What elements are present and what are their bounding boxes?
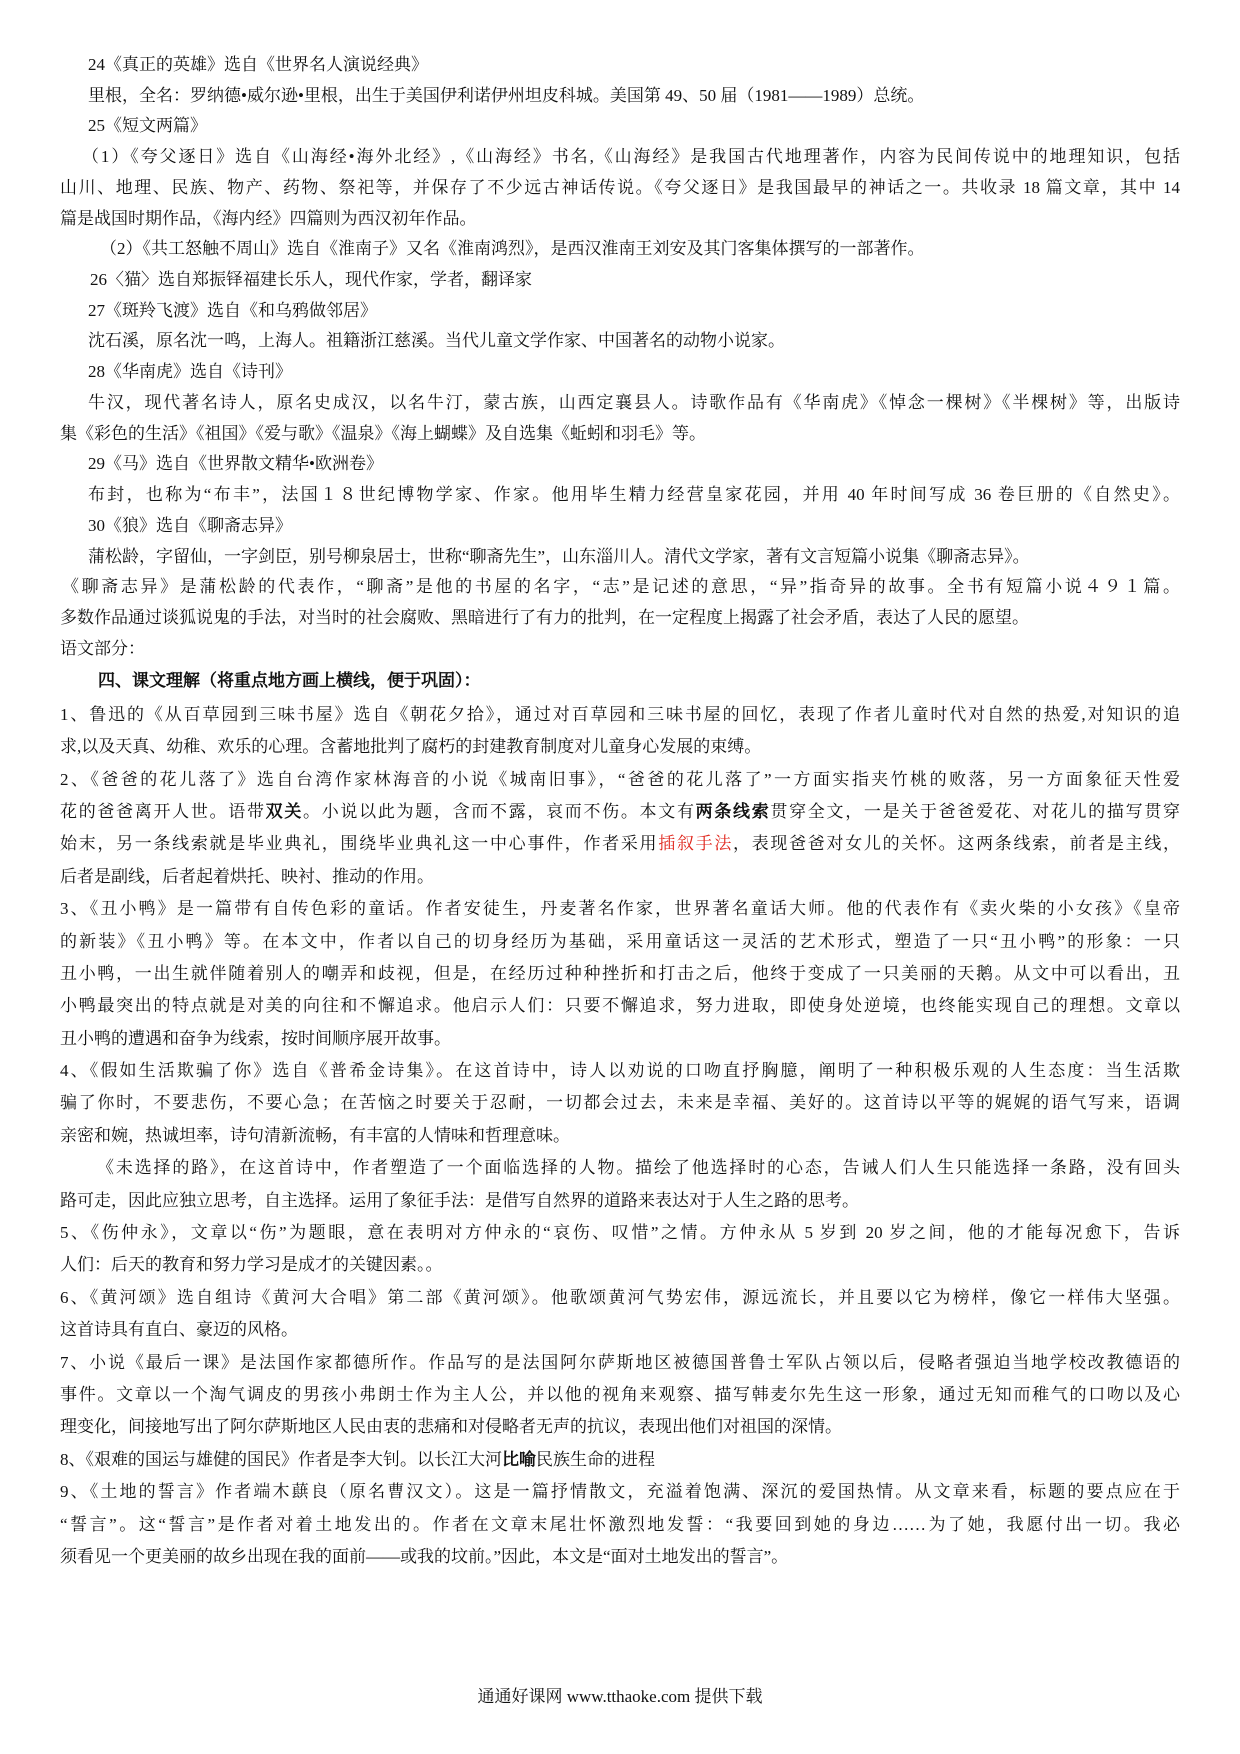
text-line: 《未选择的路》，在这首诗中，作者塑造了一个面临选择的人物。描绘了他选择时的心态，告诫人们人生只能选择一条路，没有回头: [97, 1158, 1180, 1178]
text-line: 9、《土地的誓言》作者端木蕻良（原名曹汉文）。这是一篇抒情散文，充溢着饱满、深沉的爱国热情。从文章来看，标题的要点应在于: [60, 1482, 1180, 1502]
text-line: 26〈猫〉选自郑振铎福建长乐人，现代作家，学者，翻译家: [90, 270, 532, 290]
text-line: 蒲松龄，字留仙，一字剑臣，别号柳泉居士，世称“聊斋先生”，山东淄川人。清代文学家，著有文言短篇小说集《聊斋志异》。: [88, 546, 1030, 566]
text-line: 多数作品通过谈狐说鬼的手法，对当时的社会腐败、黑暗进行了有力的批判，在一定程度上揭露了社会矛盾，表达了人民的愿望。: [60, 607, 1029, 627]
text-line: 求,以及天真、幼稚、欢乐的心理。含蓄地批判了腐朽的封建教育制度对儿童身心发展的束缚。: [60, 737, 762, 757]
text-line: 牛汉，现代著名诗人，原名史成汉，以名牛汀，蒙古族，山西定襄县人。诗歌作品有《华南虎》《悼念一棵树》《半棵树》等，出版诗: [88, 392, 1180, 412]
text-line: 山川、地理、民族、物产、药物、祭祀等，并保存了不少远古神话传说。《夸父逐日》是我国最早的神话之一。共收录 18 篇文章，其中 14: [60, 177, 1180, 197]
text-line: 30《狼》选自《聊斋志异》: [88, 515, 292, 535]
text-segment: 花的爸爸离开人世。语带: [60, 801, 266, 821]
text-line: 4、《假如生活欺骗了你》选自《普希金诗集》。在这首诗中，诗人以劝说的口吻直抒胸臆，阐明了一种积极乐观的人生态度：当生活欺: [60, 1061, 1180, 1081]
text-line: 28《华南虎》选自《诗刊》: [88, 362, 292, 382]
text-line: 25《短文两篇》: [88, 116, 207, 136]
document-page: [60, 50, 1180, 1573]
text-line: “誓言”。这“誓言”是作者对着土地发出的。作者在文章末尾壮怀激烈地发誓：“我要回到她的身边……为了她，我愿付出一切。我必: [60, 1514, 1180, 1534]
text-line: 布封，也称为“布丰”，法国１８世纪博物学家、作家。他用毕生精力经营皇家花园，并用 40 年时间写成 36 卷巨册的《自然史》。: [88, 485, 1180, 505]
text-line: （1）《夸父逐日》选自《山海经•海外北经》,《山海经》书名,《山海经》是我国古代地理著作，内容为民间传说中的地理知识，包括: [82, 147, 1180, 167]
text-segment: 贯穿全文，一是关于爸爸爱花、对花儿的描写贯穿: [770, 801, 1180, 821]
section-label: 语文部分：: [60, 638, 145, 658]
page-footer: 通通好课网 www.tthaoke.com 提供下载: [477, 1687, 763, 1706]
text-line: 27《斑羚飞渡》选自《和乌鸦做邻居》: [88, 300, 377, 320]
text-line: 事件。文章以一个淘气调皮的男孩小弗朗士作为主人公，并以他的视角来观察、描写韩麦尔先生这一形象，通过无知而稚气的口吻以及心: [60, 1384, 1180, 1404]
text-line: 2、《爸爸的花儿落了》选自台湾作家林海音的小说《城南旧事》，“爸爸的花儿落了”一方面实指夹竹桃的败落，另一方面象征天性爱: [60, 769, 1180, 789]
text-line: （2）《共工怒触不周山》选自《淮南子》又名《淮南鸿烈》，是西汉淮南王刘安及其门客集体撰写的一部著作。: [100, 239, 925, 259]
text-line: [60, 796, 1180, 828]
text-segment: ，表现爸爸对女儿的关怀。这两条线索，前者是主线，: [733, 834, 1180, 854]
text-line: 亲密和婉，热诚坦率，诗句清新流畅，有丰富的人情味和哲理意味。: [60, 1125, 570, 1145]
text-line: 的新装》《丑小鸭》等。在本文中，作者以自己的切身经历为基础，采用童话这一灵活的艺术形式，塑造了一只“丑小鸭”的形象：一只: [60, 931, 1180, 951]
text-line: 须看见一个更美丽的故乡出现在我的面前——或我的坟前。”因此，本文是“面对土地发出的誓言”。: [60, 1546, 789, 1566]
text-line: 5、《伤仲永》，文章以“伤”为题眼，意在表明对方仲永的“哀伤、叹惜”之情。方仲永从 5 岁到 20 岁之间，他的才能每况愈下，告诉: [60, 1223, 1180, 1243]
text-line: 24《真正的英雄》选自《世界名人演说经典》: [88, 55, 428, 74]
text-line: 篇是战国时期作品，《海内经》四篇则为西汉初年作品。: [60, 208, 477, 228]
text-line: 丑小鸭，一出生就伴随着别人的嘲弄和歧视，但是，在经历过种种挫折和打击之后，他终于变成了一只美丽的天鹅。从文中可以看出，丑: [60, 963, 1180, 983]
text-line: 丑小鸭的遭遇和奋争为线索，按时间顺序展开故事。: [60, 1028, 451, 1048]
text-line: 骗了你时，不要悲伤，不要心急；在苦恼之时要关于忍耐，一切都会过去，未来是幸福、美好的。这首诗以平等的娓娓的语气写来，语调: [60, 1093, 1180, 1113]
text-line: 理变化，间接地写出了阿尔萨斯地区人民由衷的悲痛和对侵略者无声的抗议，表现出他们对祖国的深情。: [60, 1417, 842, 1437]
emphasis-red: 插叙手法: [658, 834, 734, 854]
text-line: 1、鲁迅的《从百草园到三味书屋》选自《朝花夕拾》，通过对百草园和三味书屋的回忆，表现了作者儿童时代对自然的热爱,对知识的追: [60, 704, 1180, 724]
emphasis-bold: 两条线索: [695, 801, 771, 821]
text-line: 人们：后天的教育和努力学习是成才的关键因素。。: [60, 1255, 443, 1275]
text-line: 里根，全名：罗纳德•威尔逊•里根，出生于美国伊利诺伊州坦皮科城。美国第 49、50 届（1981——1989）总统。: [88, 85, 925, 105]
section-heading: 四、课文理解（将重点地方画上横线，便于巩固）：: [98, 671, 481, 691]
text-line: [60, 1444, 1180, 1476]
text-line: 小鸭最突出的特点就是对美的向往和不懈追求。他启示人们：只要不懈追求，努力进取，即使身处逆境，也终能实现自己的理想。文章以: [60, 996, 1180, 1016]
text-segment: 始末，另一条线索就是毕业典礼，围绕毕业典礼这一中心事件，作者采用: [60, 834, 659, 854]
text-line: 《聊斋志异》是蒲松龄的代表作，“聊斋”是他的书屋的名字，“志”是记述的意思，“异”指奇异的故事。全书有短篇小说４９１篇。: [62, 577, 1180, 597]
emphasis-bold: 双关: [265, 801, 304, 821]
text-understanding-section: [60, 699, 1180, 1574]
text-line: 后者是副线，后者起着烘托、映衬、推动的作用。: [60, 866, 434, 886]
author-notes-section: [60, 50, 1180, 664]
text-line: 集《彩色的生活》《祖国》《爱与歌》《温泉》《海上蝴蝶》及自选集《蚯蚓和羽毛》等。: [60, 423, 706, 443]
text-line: 6、《黄河颂》选自组诗《黄河大合唱》第二部《黄河颂》。他歌颂黄河气势宏伟，源远流长，并且要以它为榜样，像它一样伟大坚强。: [60, 1287, 1180, 1307]
text-line: 3、《丑小鸭》是一篇带有自传色彩的童话。作者安徒生，丹麦著名作家，世界著名童话大师。他的代表作有《卖火柴的小女孩》《皇帝: [60, 899, 1180, 919]
text-segment: 民族生命的进程: [536, 1449, 655, 1469]
text-line: 这首诗具有直白、豪迈的风格。: [60, 1320, 298, 1340]
text-segment: 。小说以此为题，含而不露，哀而不伤。本文有: [303, 801, 696, 821]
text-line: 7、小说《最后一课》是法国作家都德所作。作品写的是法国阿尔萨斯地区被德国普鲁士军队占领以后，侵略者强迫当地学校改教德语的: [60, 1352, 1180, 1372]
text-line: 路可走，因此应独立思考，自主选择。运用了象征手法：是借写自然界的道路来表达对于人生之路的思考。: [60, 1190, 859, 1210]
text-line: 沈石溪，原名沈一鸣，上海人。祖籍浙江慈溪。当代儿童文学作家、中国著名的动物小说家。: [88, 331, 785, 351]
emphasis-bold: 比喻: [502, 1449, 536, 1469]
text-segment: 8、《艰难的国运与雄健的国民》作者是李大钊。以长江大河: [60, 1449, 502, 1469]
text-line: [60, 828, 1180, 860]
text-line: 29《马》选自《世界散文精华•欧洲卷》: [88, 454, 383, 474]
